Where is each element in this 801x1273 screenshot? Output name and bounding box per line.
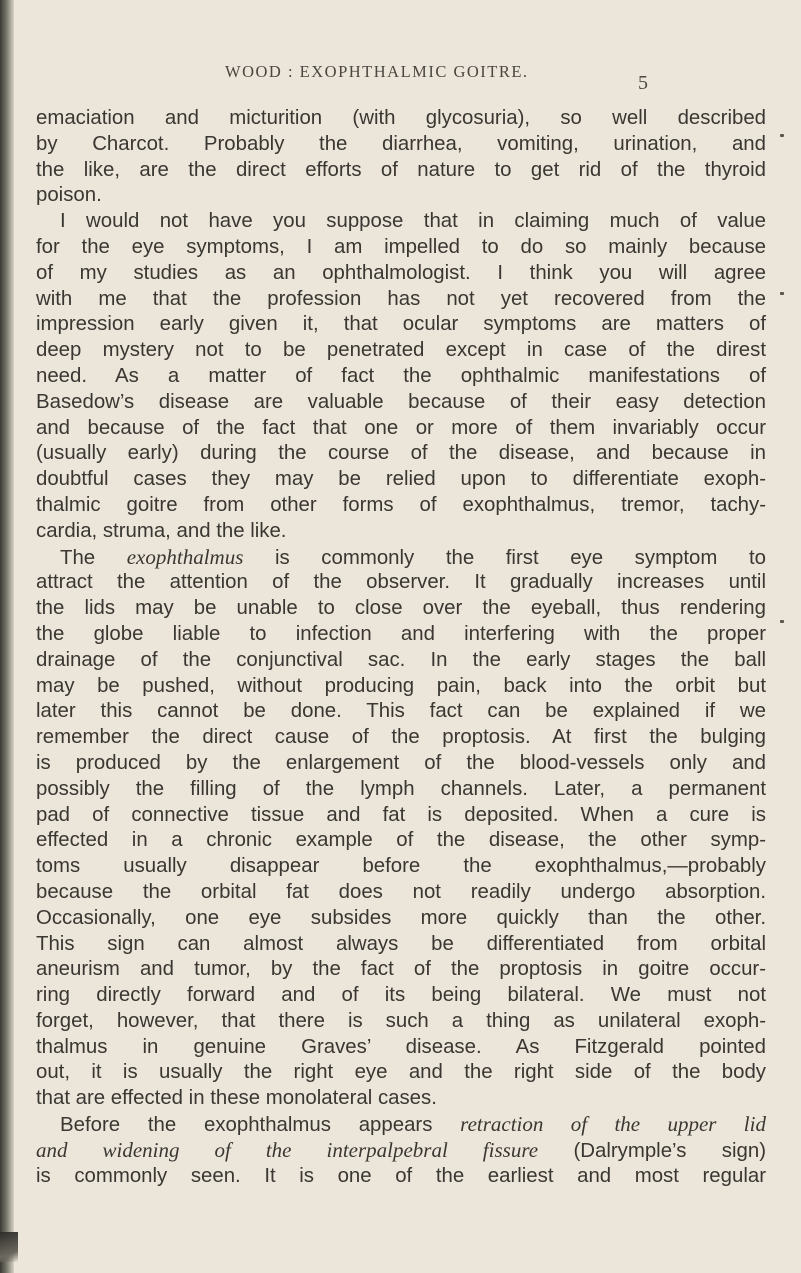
text-line: for the eye symptoms, I am impelled to do so mainly because <box>36 235 766 258</box>
text-line <box>36 1112 766 1138</box>
text-line: may be pushed, without producing pain, back into the orbit but <box>36 674 766 697</box>
text-line: by Charcot. Probably the diarrhea, vomiting, urination, and <box>36 132 766 155</box>
running-head <box>0 62 801 94</box>
text-line: forget, however, that there is such a thing as unilateral exoph- <box>36 1009 766 1032</box>
text-line: need. As a matter of fact the ophthalmic manifestations of <box>36 364 766 387</box>
text-line: with me that the profession has not yet recovered from the <box>36 287 766 310</box>
text-line: deep mystery not to be penetrated except in case of the direst <box>36 339 766 362</box>
italic-term: exophthalmus <box>126 544 244 569</box>
running-head-title: WOOD : EXOPHTHALMIC GOITRE. <box>225 62 529 81</box>
text-line: Occasionally, one eye subsides more quickly than the other. <box>36 906 766 929</box>
ink-speck <box>780 292 784 295</box>
text-line: possibly the filling of the lymph channels. Later, a permanent <box>36 777 766 800</box>
page-corner-shadow <box>0 1232 18 1262</box>
text-line: effected in a chronic example of the disease, the other symp- <box>36 829 766 852</box>
text-fragment: (Dalrymple’s sign) <box>538 1139 766 1162</box>
ink-speck <box>780 134 784 137</box>
text-line: the lids may be unable to close over the eyeball, thus rendering <box>36 597 766 620</box>
text-line: thalmic goitre from other forms of exophthalmus, tremor, tachy- <box>36 493 766 516</box>
italic-term: and widening of the interpalpebral fissure <box>36 1137 539 1162</box>
text-line: that are effected in these monolateral cases. <box>36 1087 437 1110</box>
page-number: 5 <box>638 72 648 94</box>
text-line: (usually early) during the course of the disease, and because in <box>36 442 766 465</box>
text-line: ring directly forward and of its being bilateral. We must not <box>36 984 766 1007</box>
text-line: cardia, struma, and the like. <box>36 519 287 542</box>
margin-specks <box>780 120 790 720</box>
ink-speck <box>780 620 784 623</box>
text-line: the like, are the direct efforts of nature to get rid of the thyroid <box>36 158 766 181</box>
text-line: impression early given it, that ocular symptoms are matters of <box>36 313 766 336</box>
text-line: doubtful cases they may be relied upon to differentiate exoph- <box>36 468 766 491</box>
text-line: is produced by the enlargement of the blood-vessels only and <box>36 751 766 774</box>
text-line: attract the attention of the observer. It gradually increases until <box>36 571 766 594</box>
text-line: drainage of the conjunctival sac. In the early stages the ball <box>36 648 766 671</box>
text-line: Basedow’s disease are valuable because of their easy detection <box>36 390 766 413</box>
text-line: pad of connective tissue and fat is deposited. When a cure is <box>36 803 766 826</box>
text-line: emaciation and micturition (with glycosuria), so well described <box>36 107 766 129</box>
text-fragment: is commonly the first eye symptom to <box>243 546 766 569</box>
text-line: later this cannot be done. This fact can be explained if we <box>36 700 766 723</box>
text-line: This sign can almost always be differentiated from orbital <box>36 932 766 955</box>
text-line: of my studies as an ophthalmologist. I think you will agree <box>36 261 766 284</box>
text-fragment: The <box>60 546 127 569</box>
text-line: aneurism and tumor, by the fact of the proptosis in goitre occur- <box>36 958 766 981</box>
text-line: and because of the fact that one or more of them invariably occur <box>36 416 766 439</box>
text-line: the globe liable to infection and interfering with the proper <box>36 622 766 645</box>
text-line: because the orbital fat does not readily undergo absorption. <box>36 880 766 903</box>
text-line: is commonly seen. It is one of the earliest and most regular <box>36 1164 766 1187</box>
body-text <box>36 106 766 1189</box>
text-line <box>36 1138 766 1164</box>
text-line: thalmus in genuine Graves’ disease. As Fitzgerald pointed <box>36 1035 766 1058</box>
text-line: poison. <box>36 184 102 207</box>
text-line <box>36 545 766 571</box>
text-fragment: Before the exophthalmus appears <box>60 1114 461 1137</box>
text-line: I would not have you suppose that in claiming much of value <box>60 210 766 233</box>
italic-term: retraction of the upper lid <box>460 1112 766 1137</box>
text-line: toms usually disappear before the exophthalmus,—probably <box>36 855 766 878</box>
text-line: remember the direct cause of the proptosis. At first the bulging <box>36 726 766 749</box>
text-line: out, it is usually the right eye and the right side of the body <box>36 1061 766 1084</box>
